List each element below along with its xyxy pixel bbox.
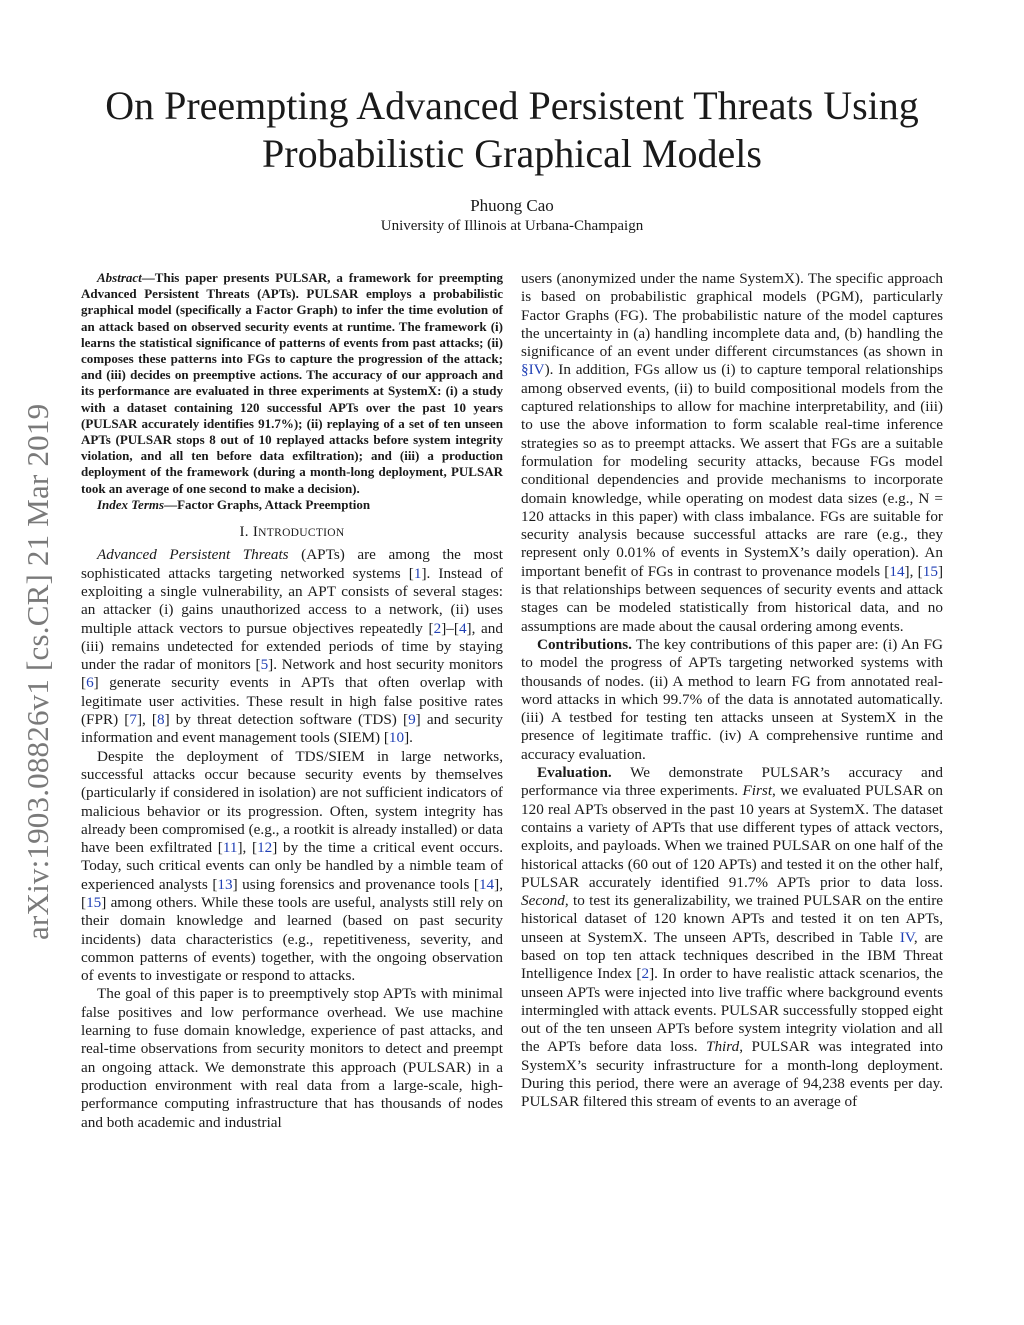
intro-paragraph-3-continued: users (anonymized under the name SystemX). The specific approach is based on probabilistic graphical models (PGM), particularly Factor Graphs (FG). The probabilistic nature of the model captures the uncertainty in (a) handling incomplete data and, (b) handling the significance of an event under different circumstances (as shown in §IV). In addition, FGs allow us (i) to capture temporal relationships among observed events, (ii) to build compositional models from the captured relationships to allow for machine interpretability, and (iii) to use the above information to form scalable real-time inference strategies so as to preempt attacks. We assert that FGs are a suitable formulation for modeling security attacks, because FGs model conditional dependencies and provide mechanisms to incorporate domain knowledge, while operating on modest data sizes (e.g., N = 120 attacks in this paper) with class imbalance. FGs are suitable for security analysis because successful attacks are rare (e.g., they represent only 0.01% of events in SystemX’s daily operation). An important benefit of FGs in contrast to provenance models [14], [15] is that relationships between sequences of security events and attack stages can be modeled statistically from historical data, and no assumptions are made about the causal ordering among events. — [521, 270, 943, 635]
index-terms — [81, 497, 503, 513]
evaluation-paragraph: Evaluation. We demonstrate PULSAR’s accuracy and performance via three experiments. First, we evaluated PULSAR on 120 real APTs observed in the past 10 years at SystemX. The dataset contains a variety of APTs that use different types of attack vectors, exploits, and payloads. When we trained PULSAR on one half of the historical attacks (60 out of 120 APTs) and tested it on the other half, PULSAR accurately identified 91.7% APTs prior to data loss. Second, to test its generalizability, we trained PULSAR on the entire historical dataset of 120 known APTs and tested it on ten APTs, unseen at SystemX. The unseen APTs, described in Table IV, are based on top ten attack techniques described in the IBM Threat Intelligence Index [2]. In order to have realistic attack scenarios, the unseen APTs were injected into live traffic where background events intermingled with attack events. PULSAR successfully stopped eight out of the ten unseen APTs before system integrity violation and all the APTs before data loss. Third, PULSAR was integrated into SystemX’s security infrastructure for a month-long deployment. During this period, there were an average of 94,238 events per day. PULSAR filtered this stream of events to an average of — [521, 764, 943, 1111]
title-line-1: On Preempting Advanced Persistent Threats Using — [105, 83, 919, 128]
citation-link[interactable]: 12 — [257, 839, 273, 857]
citation-link[interactable]: 2 — [641, 965, 650, 983]
citation-link[interactable]: 5 — [260, 656, 269, 674]
left-column — [81, 270, 503, 1132]
right-column — [521, 270, 943, 1112]
contributions-paragraph: Contributions. The key contributions of this paper are: (i) An FG to model the progress of APTs targeting networked systems with thousands of nodes. (ii) A method to learn FG from annotated real-word attacks in which 99.7% of the data is annotated automatically. (iii) A testbed for testing ten attacks unseen at SystemX in the presence of legitimate traffic. (iv) A comprehensive runtime and accuracy evaluation. — [521, 635, 943, 763]
section-heading-introduction: I. INTRODUCTION — [239, 524, 345, 541]
intro-paragraph-2: Despite the deployment of TDS/SIEM in large networks, successful attacks occur because security events by themselves (particularly if considered in isolation) are not sufficient indicators of malicious behavior or its progression. Often, system integrity has already been compromised (e.g., a rootkit is already installed) or data have been exfiltrated [11], [12] by the time a critical event occurs. Today, such critical events can only be handled by a nimble team of experienced analysts [13] using forensics and provenance tools [14], [15] among others. While these tools are useful, analysts still rely on their domain knowledge and learned (based on past security incidents) data characteristics (e.g., repetitiveness, severity, and common patterns of events) together, with the ongoing observation of events to investigate or respond to attacks. — [81, 747, 503, 985]
abstract — [81, 270, 503, 497]
citation-link[interactable]: 8 — [157, 711, 165, 729]
citation-link[interactable]: 14 — [889, 562, 905, 580]
title-line-2: Probabilistic Graphical Models — [262, 131, 762, 176]
citation-link[interactable]: 14 — [478, 875, 495, 893]
citation-link[interactable]: 15 — [86, 893, 102, 911]
citation-link[interactable]: 10 — [388, 729, 405, 747]
citation-link[interactable]: 1 — [413, 564, 422, 582]
index-terms-label: Index Terms — [97, 496, 165, 512]
citation-link[interactable]: 13 — [217, 875, 233, 893]
table-link[interactable]: IV — [899, 928, 914, 946]
author-affiliation: University of Illinois at Urbana-Champaign — [380, 218, 644, 234]
author-name: Phuong Cao — [470, 196, 554, 215]
citation-link[interactable]: 2 — [433, 619, 442, 637]
arxiv-stamp: arXiv:1903.08826v1 [cs.CR] 21 Mar 2019 — [20, 403, 55, 940]
section-link[interactable]: §IV — [521, 361, 545, 379]
abstract-text: —This paper presents PULSAR, a framework for preempting Advanced Persistent Threats (APTs). PULSAR employs a probabilistic graphical model (specifically a Factor Graph) to infer the time evolution of an attack based on observed security events at runtime. The framework (i) learns the statistical significance of patterns of events from past attacks; (ii) composes these patterns into FGs to capture the progression of the attack; and (iii) decides on preemptive actions. The accuracy of our approach and its performance are evaluated in three experiments at SystemX: (i) a study with a dataset containing 120 successful APTs over the past 10 years (PULSAR accurately identifies 91.7%); (ii) replaying of a set of ten unseen APTs (PULSAR stops 8 out of 10 replayed attacks before system integrity violation, and all ten before data exfiltration); and (iii) a production deployment of the framework (during a month-long deployment, PULSAR took an average of one second to make a decision). — [81, 270, 503, 496]
paper-title — [60, 82, 964, 178]
citation-link[interactable]: 11 — [222, 839, 238, 857]
citation-link[interactable]: 4 — [458, 619, 467, 637]
citation-link[interactable]: 9 — [408, 711, 416, 729]
intro-paragraph-1: Advanced Persistent Threats (APTs) are among the most sophisticated attacks targeting networked systems [1]. Instead of exploiting a single vulnerability, an APT consists of several stages: an attacker (i) gains unauthorized access to a network, (ii) uses multiple attack vectors to pursue objectives repeatedly [2]–[4], and (iii) remains undetected for extended periods of time by staying under the radar of monitors [5]. Network and host security monitors [6] generate security events in APTs that often overlap with legitimate user activities. These result in high false positive rates (FPR) [7], [8] by threat detection software (TDS) [9] and security information and event management tools (SIEM) [10]. — [81, 546, 503, 747]
index-terms-text: —Factor Graphs, Attack Preemption — [164, 496, 371, 512]
abstract-label: Abstract — [97, 270, 142, 285]
citation-link[interactable]: 7 — [129, 711, 137, 729]
citation-link[interactable]: 6 — [86, 674, 94, 692]
intro-paragraph-3: The goal of this paper is to preemptively stop APTs with minimal false positives and low performance overhead. We use machine learning to fuse domain knowledge, experience of past attacks, and real-time observations from security monitors to detect and preempt an ongoing attack. We demonstrate this approach (PULSAR) in a production environment with real data from a large-scale, high-performance computing infrastructure that has thousands of nodes and both academic and industrial — [81, 985, 503, 1131]
citation-link[interactable]: 15 — [922, 562, 938, 580]
